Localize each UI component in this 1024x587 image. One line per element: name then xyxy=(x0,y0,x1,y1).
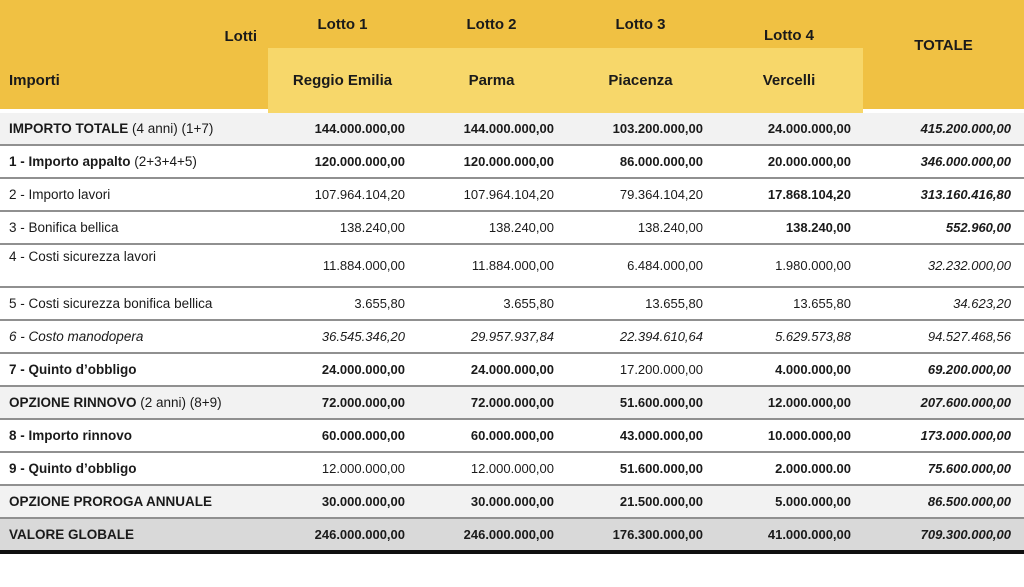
lotto-1-value: 3.655,80 xyxy=(354,296,405,311)
lotto-3-value: 79.364.104,20 xyxy=(619,187,703,202)
table-body xyxy=(0,113,1024,554)
lotto-4-label: Lotto 4 xyxy=(764,26,814,44)
totale-value: 75.600.000,00 xyxy=(927,461,1011,476)
lotto-4-value: 24.000.000,00 xyxy=(767,121,851,136)
lotto-2-city: Parma xyxy=(417,48,566,113)
lotto-1-value: 72.000.000,00 xyxy=(321,395,405,410)
row-label: 1 - Importo appalto (2+3+4+5) xyxy=(9,154,197,169)
lotto-4-value: 13.655,80 xyxy=(793,296,851,311)
lotto-4-value: 138.240,00 xyxy=(785,220,851,235)
lotto-2-value: 107.964.104,20 xyxy=(463,187,554,202)
totale-header-label: TOTALE xyxy=(914,37,973,54)
lotto-1-header xyxy=(268,0,417,113)
row-label: 3 - Bonifica bellica xyxy=(9,220,119,235)
lotto-1-value: 36.545.346,20 xyxy=(321,329,405,344)
table-row xyxy=(0,113,1024,146)
lotto-2-value: 11.884.000,00 xyxy=(471,258,554,273)
totale-value: 313.160.416,80 xyxy=(920,187,1011,202)
lotto-3-label: Lotto 3 xyxy=(615,15,666,33)
row-label: OPZIONE RINNOVO (2 anni) (8+9) xyxy=(9,395,222,410)
lotto-1-value: 246.000.000,00 xyxy=(314,527,405,542)
lotto-4-header xyxy=(715,0,863,113)
lotto-3-value: 22.394.610,64 xyxy=(619,329,703,344)
table-row xyxy=(0,146,1024,179)
totale-value: 32.232.000,00 xyxy=(927,258,1011,273)
lotto-2-value: 120.000.000,00 xyxy=(463,154,554,169)
lotto-4-value: 5.629.573,88 xyxy=(775,329,851,344)
lotto-2-value: 60.000.000,00 xyxy=(470,428,554,443)
lotto-2-value: 144.000.000,00 xyxy=(463,121,554,136)
lotto-1-label: Lotto 1 xyxy=(317,15,368,33)
lotti-header-label: Lotti xyxy=(224,28,257,45)
lotto-3-city: Piacenza xyxy=(566,48,715,113)
row-label: 8 - Importo rinnovo xyxy=(9,428,132,443)
header-corner-cell xyxy=(0,0,268,113)
importi-header-label: Importi xyxy=(9,72,60,89)
lotto-2-value: 24.000.000,00 xyxy=(470,362,554,377)
totale-header xyxy=(863,0,1024,113)
table-row xyxy=(0,321,1024,354)
lotto-1-value: 12.000.000,00 xyxy=(321,461,405,476)
lotto-4-value: 1.980.000,00 xyxy=(775,258,851,273)
lotto-1-value: 30.000.000,00 xyxy=(321,494,405,509)
lotto-3-value: 13.655,80 xyxy=(645,296,703,311)
totale-value: 69.200.000,00 xyxy=(927,362,1011,377)
lotto-3-value: 43.000.000,00 xyxy=(619,428,703,443)
lotto-2-value: 138.240,00 xyxy=(488,220,554,235)
table-row xyxy=(0,212,1024,245)
row-label: VALORE GLOBALE xyxy=(9,527,135,542)
lotto-3-value: 103.200.000,00 xyxy=(612,121,703,136)
totale-value: 173.000.000,00 xyxy=(920,428,1011,443)
table-row xyxy=(0,519,1024,554)
lotto-4-value: 2.000.000.00 xyxy=(775,461,851,476)
row-label: 5 - Costi sicurezza bonifica bellica xyxy=(9,296,213,311)
lotto-2-label: Lotto 2 xyxy=(466,15,517,33)
table-row xyxy=(0,420,1024,453)
lotto-2-value: 3.655,80 xyxy=(503,296,554,311)
lotto-1-city: Reggio Emilia xyxy=(268,48,417,113)
row-label: 6 - Costo manodopera xyxy=(9,329,144,344)
table-header xyxy=(0,0,1024,113)
lotto-4-value: 17.868.104,20 xyxy=(767,187,851,202)
row-label: OPZIONE PROROGA ANNUALE xyxy=(9,494,213,509)
lotto-1-value: 138.240,00 xyxy=(339,220,405,235)
lotto-3-header xyxy=(566,0,715,113)
table-row xyxy=(0,245,1024,288)
lotto-3-value: 86.000.000,00 xyxy=(619,154,703,169)
row-label: 7 - Quinto d’obbligo xyxy=(9,362,137,377)
totale-value: 346.000.000,00 xyxy=(920,154,1011,169)
lotto-2-value: 30.000.000,00 xyxy=(470,494,554,509)
lotto-4-value: 20.000.000,00 xyxy=(767,154,851,169)
lotto-2-value: 12.000.000,00 xyxy=(470,461,554,476)
lotto-1-value: 24.000.000,00 xyxy=(321,362,405,377)
lotto-3-value: 138.240,00 xyxy=(637,220,703,235)
totale-value: 709.300.000,00 xyxy=(920,527,1011,542)
row-label: IMPORTO TOTALE (4 anni) (1+7) xyxy=(9,121,214,136)
totale-value: 415.200.000,00 xyxy=(920,121,1011,136)
row-label: 2 - Importo lavori xyxy=(9,187,111,202)
lotto-1-value: 107.964.104,20 xyxy=(314,187,405,202)
table-row xyxy=(0,179,1024,212)
lotto-4-value: 12.000.000,00 xyxy=(767,395,851,410)
lotto-3-value: 17.200.000,00 xyxy=(619,362,703,377)
lotto-4-value: 41.000.000,00 xyxy=(767,527,851,542)
lotto-2-header xyxy=(417,0,566,113)
lotto-2-value: 246.000.000,00 xyxy=(463,527,554,542)
row-label: 4 - Costi sicurezza lavori xyxy=(9,249,157,264)
lotto-4-value: 4.000.000,00 xyxy=(775,362,851,377)
lotto-1-value: 11.884.000,00 xyxy=(322,258,405,273)
row-label: 9 - Quinto d’obbligo xyxy=(9,461,137,476)
lotto-1-value: 120.000.000,00 xyxy=(314,154,405,169)
lotto-4-value: 10.000.000,00 xyxy=(767,428,851,443)
table-row xyxy=(0,387,1024,420)
lotto-3-value: 21.500.000,00 xyxy=(619,494,703,509)
lotto-3-value: 6.484.000,00 xyxy=(627,258,703,273)
lotto-1-value: 60.000.000,00 xyxy=(321,428,405,443)
lotto-1-value: 144.000.000,00 xyxy=(314,121,405,136)
totale-value: 94.527.468,56 xyxy=(927,329,1011,344)
lotto-2-value: 72.000.000,00 xyxy=(470,395,554,410)
lotto-3-value: 51.600.000,00 xyxy=(619,461,703,476)
totale-value: 552.960,00 xyxy=(945,220,1011,235)
table-row xyxy=(0,486,1024,519)
lotto-2-value: 29.957.937,84 xyxy=(470,329,554,344)
lotto-4-city: Vercelli xyxy=(715,48,863,113)
totale-value: 34.623,20 xyxy=(953,296,1011,311)
lotto-3-value: 51.600.000,00 xyxy=(619,395,703,410)
table-row xyxy=(0,288,1024,321)
totale-value: 86.500.000,00 xyxy=(927,494,1011,509)
table-row xyxy=(0,453,1024,486)
lotto-4-value: 5.000.000,00 xyxy=(775,494,851,509)
table-row xyxy=(0,354,1024,387)
totale-value: 207.600.000,00 xyxy=(920,395,1011,410)
lotto-3-value: 176.300.000,00 xyxy=(612,527,703,542)
